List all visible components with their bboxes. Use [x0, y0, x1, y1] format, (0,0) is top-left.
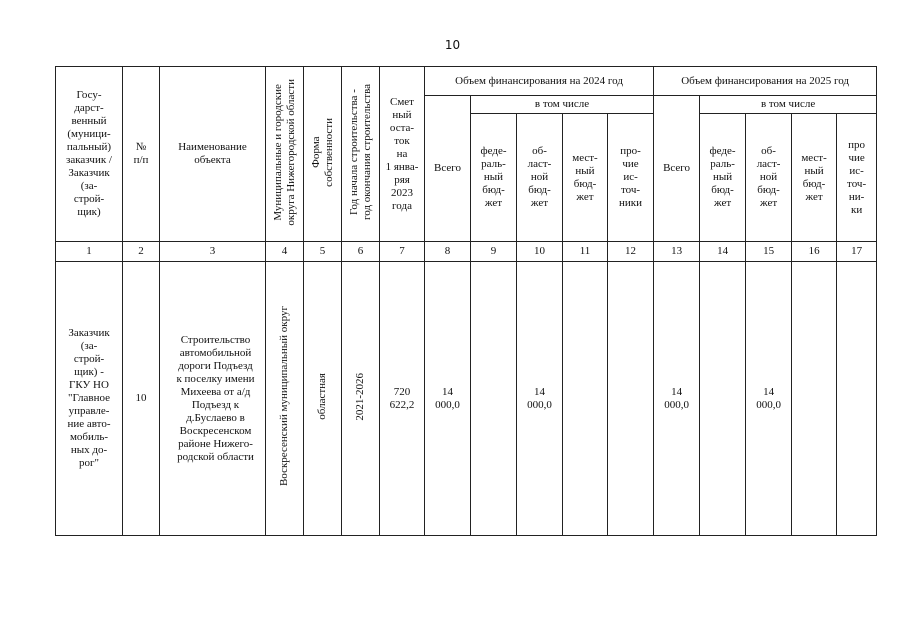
cell-regional-2024: 14 000,0 [517, 262, 563, 536]
cell-regional-2025: 14 000,0 [746, 262, 792, 536]
header-years [342, 67, 380, 242]
header-years-text: Год начала строительства - год окончания строительства [347, 84, 373, 220]
header-row-1 [56, 67, 877, 96]
header-total-2025: Всего [654, 96, 700, 242]
header-estimate: Смет ный оста- ток на 1 янва- ряя 2023 года [380, 67, 425, 242]
column-number: 15 [746, 242, 792, 262]
column-number: 12 [608, 242, 654, 262]
cell-estimate: 720 622,2 [380, 262, 425, 536]
cell-years [342, 262, 380, 536]
page-number: 10 [444, 38, 461, 52]
cell-municipality-text: Воскресенский муниципальный округ [278, 306, 290, 487]
header-municipalities [266, 67, 304, 242]
cell-local-2024 [563, 262, 608, 536]
funding-table [55, 66, 877, 536]
cell-ownership [304, 262, 342, 536]
header-local-2025: мест- ный бюд- жет [792, 114, 837, 242]
column-number: 7 [380, 242, 425, 262]
header-including-2025: в том числе [700, 96, 877, 114]
column-number: 3 [160, 242, 266, 262]
cell-local-2025 [792, 262, 837, 536]
cell-total-2024: 14 000,0 [425, 262, 471, 536]
header-ownership [304, 67, 342, 242]
cell-years-text: 2021-2026 [354, 372, 366, 421]
header-funding-2025: Объем финансирования на 2025 год [654, 67, 877, 96]
header-including-2024: в том числе [471, 96, 654, 114]
column-number: 16 [792, 242, 837, 262]
column-number: 8 [425, 242, 471, 262]
column-number: 1 [56, 242, 123, 262]
column-numbers-row [56, 242, 877, 262]
table-row [56, 262, 877, 536]
cell-total-2025: 14 000,0 [654, 262, 700, 536]
header-number: № п/п [123, 67, 160, 242]
column-number: 11 [563, 242, 608, 262]
header-customer: Госу- дарст- венный (муници- пальный) заказчик / Заказчик (за- строй- щик) [56, 67, 123, 242]
header-funding-2024: Объем финансирования на 2024 год [425, 67, 654, 96]
cell-other-2025 [837, 262, 877, 536]
column-number: 17 [837, 242, 877, 262]
header-regional-2025: об- ласт- ной бюд- жет [746, 114, 792, 242]
header-other-2024: про- чие ис- точ- ники [608, 114, 654, 242]
header-regional-2024: об- ласт- ной бюд- жет [517, 114, 563, 242]
cell-municipality [266, 262, 304, 536]
header-federal-2024: феде- раль- ный бюд- жет [471, 114, 517, 242]
header-local-2024: мест- ный бюд- жет [563, 114, 608, 242]
column-number: 6 [342, 242, 380, 262]
header-ownership-text: Форма собственности [309, 117, 335, 187]
column-number: 14 [700, 242, 746, 262]
column-number: 2 [123, 242, 160, 262]
column-number: 13 [654, 242, 700, 262]
cell-object-name: Строительство автомобильной дороги Подъезд к поселку имени Михеева от а/д Подъезд к д.Буслаево в Воскресенском районе Нижего- родской области [160, 262, 266, 536]
column-number: 10 [517, 242, 563, 262]
cell-number: 10 [123, 262, 160, 536]
column-number: 9 [471, 242, 517, 262]
cell-other-2024 [608, 262, 654, 536]
cell-customer: Заказчик (за- строй- щик) - ГКУ НО "Главное управле- ние авто- мобиль- ных до- рог" [56, 262, 123, 536]
cell-ownership-text: областная [316, 373, 328, 420]
cell-federal-2024 [471, 262, 517, 536]
cell-federal-2025 [700, 262, 746, 536]
header-total-2024: Всего [425, 96, 471, 242]
column-number: 5 [304, 242, 342, 262]
column-number: 4 [266, 242, 304, 262]
header-other-2025: про чие ис- точ- ни- ки [837, 114, 877, 242]
header-municipalities-text: Муниципальные и городские округа Нижегородской области [271, 78, 297, 226]
header-object-name: Наименование объекта [160, 67, 266, 242]
header-federal-2025: феде- раль- ный бюд- жет [700, 114, 746, 242]
